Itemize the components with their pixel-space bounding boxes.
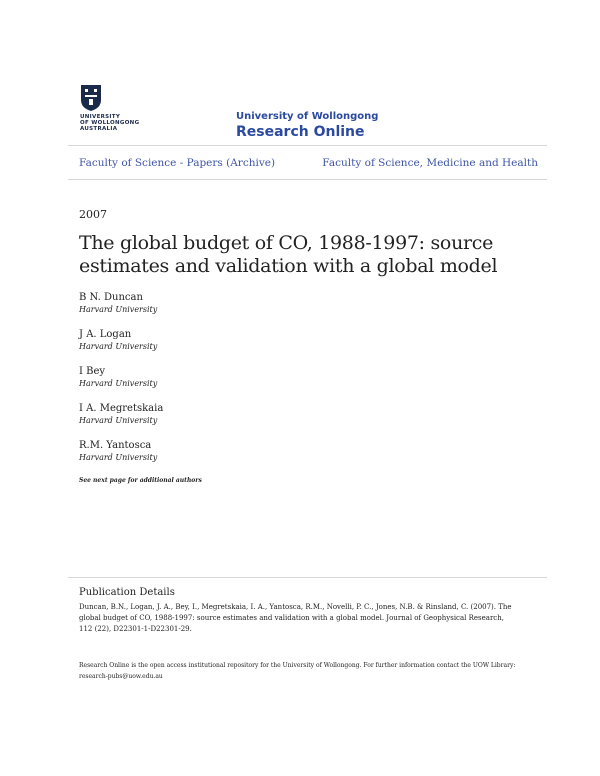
paper-title: The global budget of CO, 1988-1997: source estimates and validation with a global model — [79, 232, 498, 277]
publication-citation: Duncan, B.N., Logan, J. A., Bey, I., Megretskaia, I. A., Yantosca, R.M., Novelli, P. C., Jones, N.B. & Rinsland, C. (2007). The global budget of CO, 1988-1997: source estimates and validation with a global model. Journal of Geophysical Research, 112 (22), D22301-1-D22301-29. — [79, 603, 512, 633]
logo-line-2: OF WOLLONGONG — [80, 120, 140, 126]
header-divider-bottom — [68, 179, 547, 180]
repository-name[interactable]: Research Online — [236, 124, 365, 140]
publication-details-heading: Publication Details — [79, 587, 175, 598]
author-name: R.M. Yantosca — [79, 440, 152, 451]
author-affiliation: Harvard University — [79, 305, 158, 314]
logo-line-1: UNIVERSITY — [80, 114, 121, 120]
logo-wordmark — [80, 114, 139, 132]
nav-left[interactable] — [79, 157, 275, 169]
university-logo — [80, 84, 160, 140]
author-name: I Bey — [79, 366, 106, 377]
see-next-page-note: See next page for additional authors — [79, 477, 202, 484]
publication-divider — [68, 577, 547, 578]
faculty-science-papers-link[interactable]: Faculty of Science - Papers (Archive) — [79, 157, 276, 169]
logo-line-3: AUSTRALIA — [80, 126, 118, 132]
author-entry — [79, 292, 157, 314]
header-divider-top — [68, 145, 547, 146]
university-name[interactable]: University of Wollongong — [236, 111, 379, 122]
author-name: J A. Logan — [79, 329, 132, 340]
faculty-science-medicine-health-link[interactable]: Faculty of Science, Medicine and Health — [322, 157, 538, 169]
author-name: I A. Megretskaia — [79, 403, 164, 414]
nav-right[interactable] — [322, 157, 538, 169]
author-entry — [79, 329, 157, 351]
repository-footer-note: Research Online is the open access institutional repository for the University of Wollongong. For further information contact the UOW Library: research-pubs@uow.edu.au — [79, 662, 516, 680]
author-affiliation: Harvard University — [79, 379, 158, 388]
publication-year: 2007 — [79, 208, 107, 221]
author-entry — [79, 366, 157, 388]
author-entry — [79, 440, 157, 462]
author-name: B N. Duncan — [79, 292, 143, 303]
university-crest-icon — [80, 84, 102, 112]
author-affiliation: Harvard University — [79, 342, 158, 351]
author-entry — [79, 403, 163, 425]
author-affiliation: Harvard University — [79, 453, 158, 462]
author-affiliation: Harvard University — [79, 416, 158, 425]
repository-brand — [236, 111, 378, 140]
